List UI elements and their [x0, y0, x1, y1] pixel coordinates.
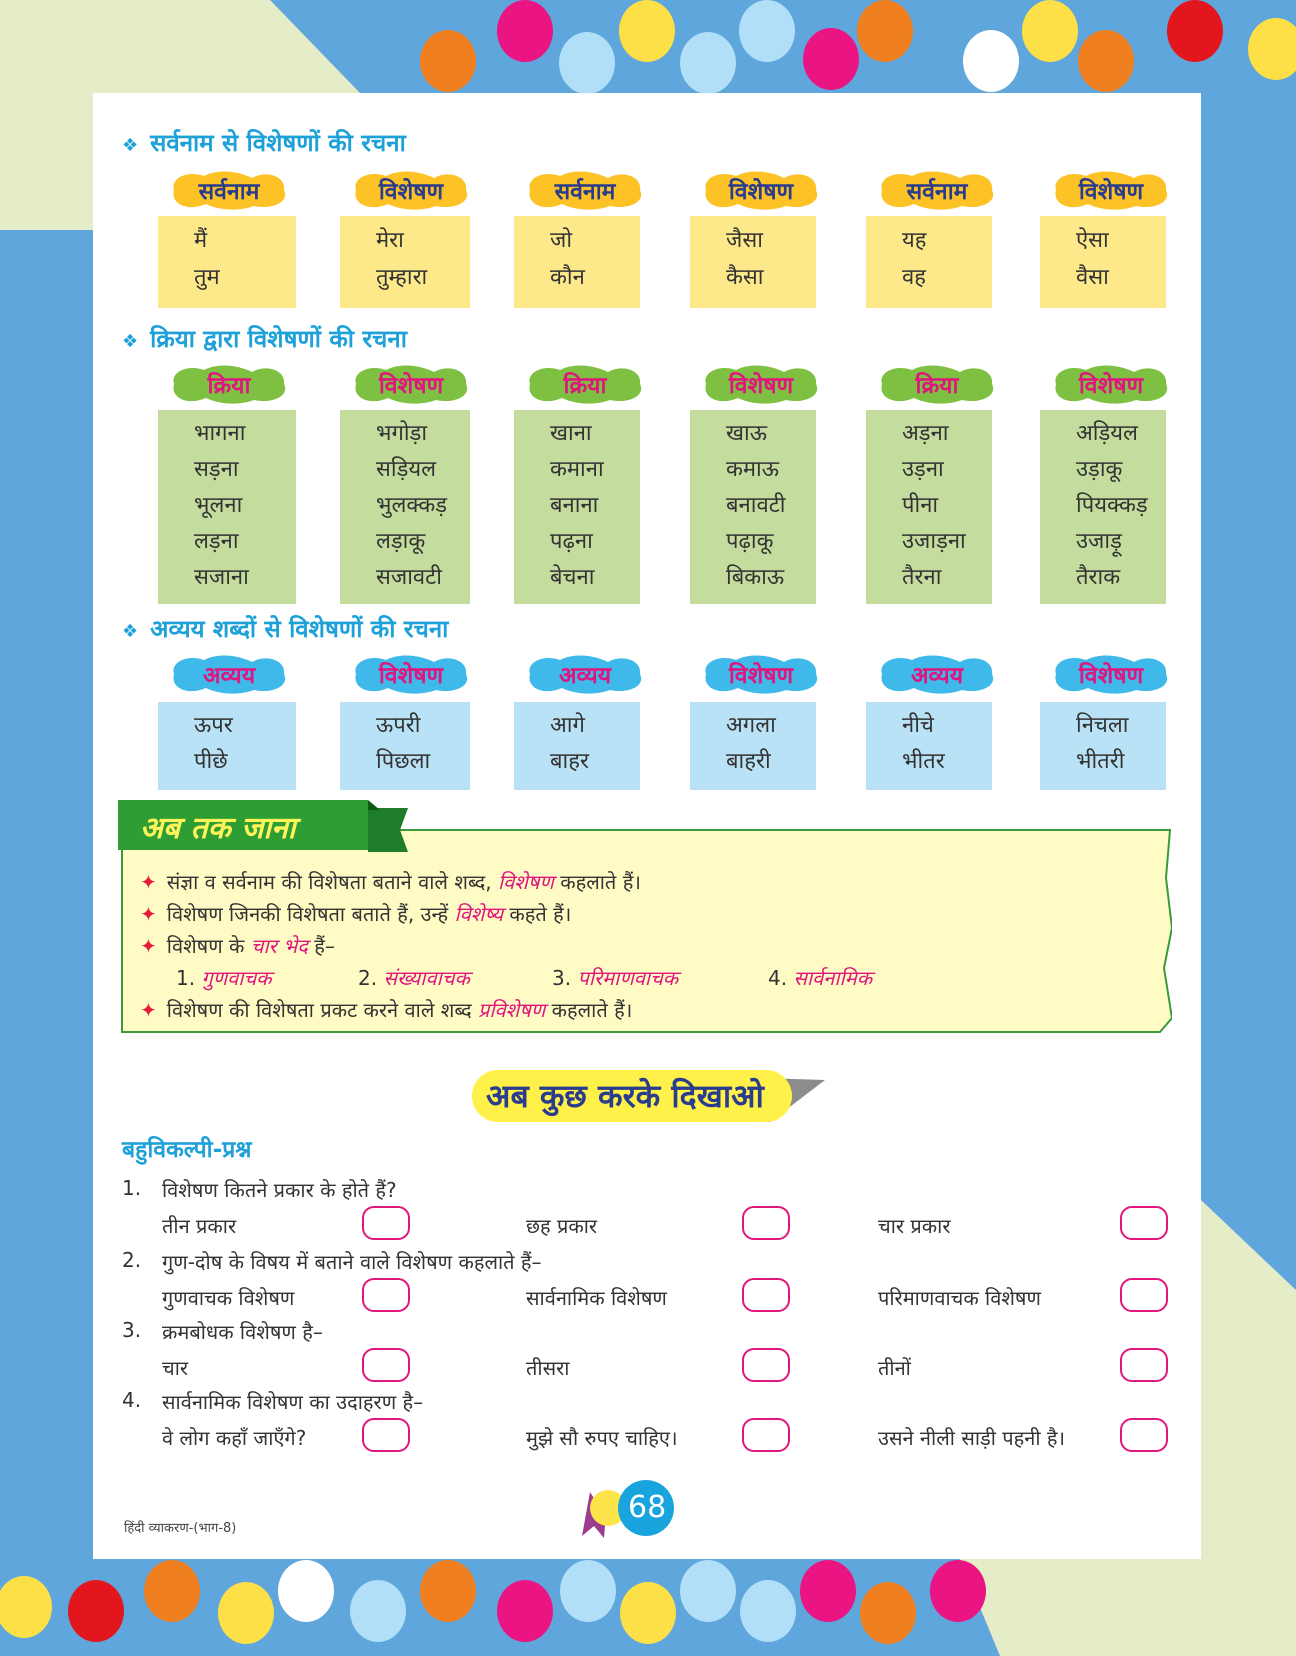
decorative-dot [680, 1560, 736, 1622]
answer-checkbox[interactable] [362, 1418, 410, 1452]
answer-checkbox[interactable] [1120, 1206, 1168, 1240]
decorative-dot [68, 1580, 124, 1642]
question-text: क्रमबोधक विशेषण है– [162, 1320, 323, 1344]
decorative-dot [800, 1560, 856, 1622]
option-label: तीन प्रकार [162, 1214, 237, 1238]
word-item: कमाऊ [726, 457, 780, 482]
word-item: बनावटी [726, 493, 786, 518]
word-item: बाहर [550, 749, 589, 774]
decorative-dot [1248, 18, 1296, 80]
word-item: बाहरी [726, 749, 771, 774]
word-list-box [690, 702, 816, 790]
word-list-box [158, 702, 296, 790]
option-label: चार प्रकार [878, 1214, 951, 1238]
word-item: पिछला [376, 749, 431, 774]
word-item: अड़ियल [1076, 421, 1138, 446]
diamond-bullet-icon: ❖ [122, 135, 139, 156]
activity-subtitle: बहुविकल्पी-प्रश्न [122, 1137, 252, 1163]
diamond-bullet-icon: ❖ [122, 621, 139, 642]
decorative-dot [420, 30, 476, 92]
recap-types: 1. गुणवाचक [176, 966, 272, 990]
decorative-dot [740, 1580, 796, 1642]
word-item: सड़ना [194, 457, 239, 482]
book-title: हिंदी व्याकरण-(भाग-8) [124, 1521, 237, 1536]
section-title: ❖ अव्यय शब्दों से विशेषणों की रचना [122, 615, 449, 643]
decorative-dot [1167, 0, 1223, 62]
decorative-dot [857, 0, 913, 62]
column-header-label: विशेषण [1050, 362, 1172, 406]
column-header-label: विशेषण [350, 168, 472, 212]
recap-line-3: ✦ विशेषण के चार भेद हैं– [140, 934, 335, 958]
word-item: निचला [1076, 713, 1129, 738]
column-header-label: विशेषण [1050, 652, 1172, 696]
word-list-box [514, 702, 640, 790]
decorative-dot [860, 1582, 916, 1644]
option-label: छह प्रकार [526, 1214, 598, 1238]
word-list-box [690, 216, 816, 308]
option-label: सार्वनामिक विशेषण [526, 1286, 667, 1310]
word-list-box [340, 702, 470, 790]
word-item: जो [550, 228, 573, 253]
question-number: 3. [122, 1318, 142, 1342]
word-item: पियक्कड़ [1076, 493, 1148, 518]
word-list-box [1040, 702, 1166, 790]
question-number: 4. [122, 1388, 142, 1412]
word-item: सड़ियल [376, 457, 437, 482]
answer-checkbox[interactable] [1120, 1418, 1168, 1452]
decorative-dot [619, 0, 675, 62]
column-header-label: विशेषण [1050, 168, 1172, 212]
word-item: अगला [726, 713, 776, 738]
word-list-box [866, 410, 992, 604]
word-item: ऊपर [194, 713, 233, 738]
word-list-box [340, 410, 470, 604]
word-item: भीतर [902, 749, 945, 774]
word-item: खाना [550, 421, 592, 446]
decorative-dot [420, 1560, 476, 1622]
word-item: भीतरी [1076, 749, 1125, 774]
word-item: यह [902, 228, 927, 253]
word-item: सजाना [194, 565, 249, 590]
decorative-dot [680, 32, 736, 94]
answer-checkbox[interactable] [742, 1348, 790, 1382]
decorative-dot [350, 1580, 406, 1642]
word-list-box [1040, 216, 1166, 308]
word-item: उजाड़ना [902, 529, 966, 554]
word-item: ऊपरी [376, 713, 421, 738]
recap-line-1: ✦ संज्ञा व सर्वनाम की विशेषता बताने वाले शब्द, विशेषण कहलाते हैं। [140, 870, 641, 894]
column-header-label: सर्वनाम [524, 168, 646, 212]
decorative-dot [278, 1560, 334, 1622]
word-list-box [514, 410, 640, 604]
column-header-label: विशेषण [700, 362, 822, 406]
recap-line-4: ✦ विशेषण की विशेषता प्रकट करने वाले शब्द प्रविशेषण कहलाते हैं। [140, 998, 633, 1022]
word-item: बिकाऊ [726, 565, 785, 590]
word-list-box [158, 216, 296, 308]
recap-type: 4. सार्वनामिक [768, 966, 873, 990]
answer-checkbox[interactable] [1120, 1348, 1168, 1382]
option-label: चार [162, 1356, 189, 1380]
word-item: लड़ना [194, 529, 239, 554]
word-item: बनाना [550, 493, 599, 518]
decorative-dot [560, 1560, 616, 1622]
word-item: वैसा [1076, 265, 1109, 290]
column-header-label: सर्वनाम [876, 168, 998, 212]
decorative-dot [497, 1580, 553, 1642]
answer-checkbox[interactable] [742, 1206, 790, 1240]
option-label: तीनों [878, 1356, 911, 1380]
column-header-label: क्रिया [168, 362, 290, 406]
word-item: कौन [550, 265, 585, 290]
recap-type: 2. संख्यावाचक [358, 966, 470, 990]
recap-line-2: ✦ विशेषण जिनकी विशेषता बताते हैं, उन्हें विशेष्य कहते हैं। [140, 902, 572, 926]
decorative-dot [1078, 30, 1134, 92]
decorative-dot [144, 1560, 200, 1622]
word-item: उड़ना [902, 457, 944, 482]
word-item: सजावटी [376, 565, 442, 590]
word-list-box [158, 410, 296, 604]
column-header-label: सर्वनाम [168, 168, 290, 212]
answer-checkbox[interactable] [362, 1278, 410, 1312]
decorative-dot [739, 0, 795, 62]
answer-checkbox[interactable] [362, 1348, 410, 1382]
word-item: नीचे [902, 713, 934, 738]
star-icon: ✦ [140, 902, 157, 926]
recap-type: 3. परिमाणवाचक [552, 966, 679, 990]
word-item: उजाड़ू [1076, 529, 1122, 554]
option-label: वे लोग कहाँ जाएँगे? [162, 1426, 307, 1450]
decorative-dot [963, 30, 1019, 92]
answer-checkbox[interactable] [742, 1278, 790, 1312]
answer-checkbox[interactable] [1120, 1278, 1168, 1312]
column-header-label: अव्यय [168, 652, 290, 696]
word-item: लड़ाकू [376, 529, 426, 554]
option-label: मुझे सौ रुपए चाहिए। [526, 1426, 678, 1450]
question-number: 1. [122, 1176, 142, 1200]
word-list-box [514, 216, 640, 308]
word-item: जैसा [726, 228, 763, 253]
section-title: ❖ सर्वनाम से विशेषणों की रचना [122, 129, 406, 157]
column-header-label: विशेषण [350, 362, 472, 406]
word-list-box [866, 216, 992, 308]
column-header-label: क्रिया [524, 362, 646, 406]
word-item: मेरा [376, 228, 404, 253]
question-text: सार्वनामिक विशेषण का उदाहरण है– [162, 1390, 424, 1414]
question-text: विशेषण कितने प्रकार के होते हैं? [162, 1178, 397, 1202]
word-item: बेचना [550, 565, 595, 590]
word-item: कमाना [550, 457, 604, 482]
star-icon: ✦ [140, 870, 157, 894]
word-list-box [340, 216, 470, 308]
word-item: ऐसा [1076, 228, 1109, 253]
star-icon: ✦ [140, 998, 157, 1022]
word-item: तुम [194, 265, 220, 290]
word-item: भूलना [194, 493, 243, 518]
decorative-dot [497, 0, 553, 62]
activity-title: अब कुछ करके दिखाओ [486, 1077, 764, 1115]
star-icon: ✦ [140, 934, 157, 958]
answer-checkbox[interactable] [362, 1206, 410, 1240]
decorative-dot [559, 32, 615, 94]
decorative-dot [218, 1582, 274, 1644]
word-item: वह [902, 265, 926, 290]
word-item: तैरना [902, 565, 942, 590]
word-list-box [866, 702, 992, 790]
word-item: पीछे [194, 749, 228, 774]
column-header-label: क्रिया [876, 362, 998, 406]
diamond-bullet-icon: ❖ [122, 331, 139, 352]
page-number: 68 [628, 1490, 667, 1525]
recap-banner-text: अब तक जाना [140, 811, 296, 846]
decorative-dot [620, 1582, 676, 1644]
word-item: मैं [194, 228, 208, 253]
decorative-dot [1022, 0, 1078, 62]
word-list-box [1040, 410, 1166, 604]
word-item: पढ़ना [550, 529, 593, 554]
word-item: पढ़ाकू [726, 529, 774, 554]
option-label: तीसरा [526, 1356, 570, 1380]
column-header-label: विशेषण [700, 652, 822, 696]
word-item: अड़ना [902, 421, 949, 446]
word-item: भागना [194, 421, 246, 446]
word-item: भगोड़ा [376, 421, 428, 446]
question-text: गुण-दोष के विषय में बताने वाले विशेषण कहलाते हैं– [162, 1250, 542, 1274]
column-header-label: अव्यय [876, 652, 998, 696]
word-item: खाऊ [726, 421, 767, 446]
word-item: तैराक [1076, 565, 1121, 590]
word-item: तुम्हारा [376, 265, 428, 290]
word-item: आगे [550, 713, 585, 738]
option-label: गुणवाचक विशेषण [162, 1286, 295, 1310]
section-title: ❖ क्रिया द्वारा विशेषणों की रचना [122, 325, 407, 353]
word-list-box [690, 410, 816, 604]
word-item: कैसा [726, 265, 764, 290]
column-header-label: विशेषण [350, 652, 472, 696]
word-item: पीना [902, 493, 939, 518]
word-item: भुलक्कड़ [376, 493, 448, 518]
answer-checkbox[interactable] [742, 1418, 790, 1452]
option-label: उसने नीली साड़ी पहनी है। [878, 1426, 1066, 1450]
column-header-label: विशेषण [700, 168, 822, 212]
decorative-dot [930, 1560, 986, 1622]
option-label: परिमाणवाचक विशेषण [878, 1286, 1041, 1310]
word-item: उड़ाकू [1076, 457, 1123, 482]
column-header-label: अव्यय [524, 652, 646, 696]
decorative-dot [803, 28, 859, 90]
question-number: 2. [122, 1248, 142, 1272]
